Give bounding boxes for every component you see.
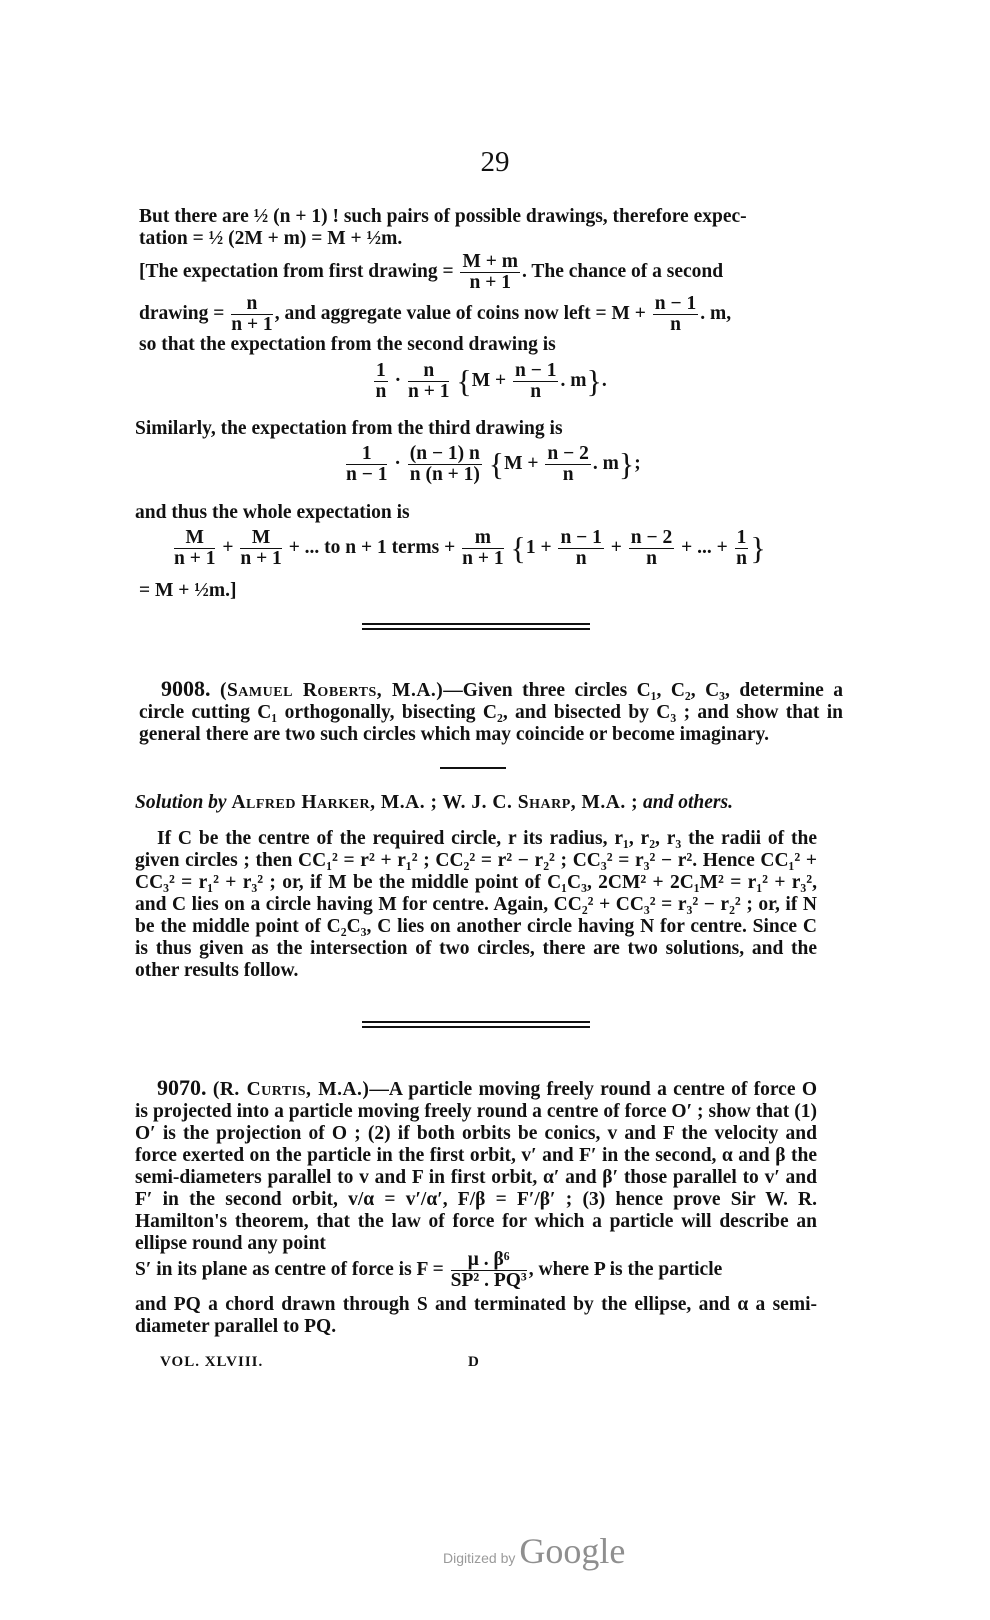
text-fragment: , where P is the particle	[528, 1258, 723, 1280]
fraction-denominator: n + 1	[462, 548, 504, 569]
question-number: 9008.	[161, 676, 211, 701]
solution-label: Solution by	[135, 792, 227, 813]
text-fragment: , and aggregate value of coins now left = M +	[274, 302, 646, 324]
left-brace: {	[456, 363, 472, 399]
fraction	[451, 1250, 527, 1291]
solution-authors: Alfred Harker, M.A. ; W. J. C. Sharp, M.A. ;	[231, 792, 639, 813]
watermark-brand: Google	[519, 1531, 626, 1571]
fraction-numerator: n	[231, 294, 272, 315]
fraction	[735, 528, 749, 569]
fraction-denominator: n	[530, 381, 542, 402]
bracket-open: [	[139, 260, 146, 282]
text-fragment: The expectation from first drawing =	[145, 260, 454, 282]
text-fragment: . m,	[700, 302, 732, 324]
fraction	[545, 444, 590, 485]
section-divider	[362, 1026, 590, 1028]
fraction-numerator: M + m	[462, 251, 518, 272]
left-brace: {	[510, 530, 526, 566]
fraction-denominator: n + 1	[240, 548, 282, 569]
fraction-denominator: n	[375, 381, 387, 402]
equation-second-drawing	[372, 361, 607, 402]
fraction-numerator: n − 2	[630, 527, 673, 548]
fraction-denominator: n + 1	[231, 314, 273, 335]
text-fragment: .	[601, 369, 607, 391]
short-divider	[440, 767, 506, 769]
text-fragment: . m	[592, 452, 619, 474]
plus-operator: +	[222, 536, 234, 558]
text-fragment: M +	[504, 452, 539, 474]
text-line: But there are ½ (n + 1) ! such pairs of possible drawings, therefore expec-	[139, 206, 747, 227]
fraction	[240, 528, 281, 569]
plus-operator: +	[610, 536, 622, 558]
fraction-denominator: n + 1	[469, 272, 511, 293]
text-fragment: . The chance of a second	[521, 260, 724, 282]
question-9070	[135, 1077, 817, 1255]
fraction-denominator: n − 1	[346, 464, 388, 485]
force-law-line	[135, 1250, 722, 1291]
fraction-numerator: 1	[346, 444, 387, 465]
fraction-numerator: m	[462, 528, 503, 549]
text-fragment: drawing =	[139, 302, 225, 324]
fraction-numerator: (n − 1) n	[409, 443, 480, 464]
question-author: (Samuel Roberts, M.A.)	[219, 680, 444, 701]
fraction	[408, 444, 482, 485]
text-line: Similarly, the expectation from the third drawing is	[135, 418, 563, 439]
text-fragment: + ... to n + 1 terms +	[288, 536, 456, 558]
fraction-numerator: 1	[376, 360, 386, 381]
text-fragment: S′ in its plane as centre of force is F =	[135, 1258, 444, 1280]
fraction-denominator: n + 1	[174, 548, 216, 569]
volume-label: VOL. XLVIII.	[160, 1354, 264, 1370]
text-fragment: + ... +	[681, 536, 728, 558]
text-line: so that the expectation from the second drawing is	[139, 334, 556, 355]
fraction	[346, 444, 387, 485]
equation-whole-expectation	[172, 528, 766, 569]
fraction-denominator: n (n + 1)	[409, 464, 480, 485]
fraction-numerator: n	[408, 361, 449, 382]
text-fragment: ;	[634, 452, 641, 474]
fraction-numerator: n − 1	[515, 360, 557, 381]
first-drawing-line	[139, 252, 723, 293]
question-author: (R. Curtis, M.A.)	[212, 1079, 370, 1100]
question-text: —Given three circles C₁, C₂, C₃, determine a circle cutting C₁ orthogonally, bisecting C₂, and bisected by C₃ ; and show that in general there are two such circles which may coincide or become imaginary.	[139, 680, 844, 745]
text-fragment: 1 +	[525, 536, 552, 558]
fraction-numerator: M	[240, 528, 281, 549]
page-number: 29	[480, 146, 510, 178]
left-brace: {	[488, 446, 505, 482]
fraction-denominator: SP² . PQ³	[450, 1270, 527, 1291]
right-brace: }	[750, 530, 766, 566]
watermark-small: Digitized by	[443, 1550, 516, 1566]
signature-mark: D	[468, 1354, 480, 1370]
section-divider	[362, 1021, 590, 1023]
fraction-numerator: 1	[736, 527, 747, 548]
fraction	[374, 361, 388, 402]
fraction	[174, 528, 215, 569]
fraction	[513, 361, 558, 402]
fraction	[408, 361, 449, 402]
fraction-numerator: n − 2	[547, 443, 589, 464]
solution-others: and others.	[643, 792, 733, 813]
solution-text: If C be the centre of the required circle, r its radius, r₁, r₂, r₃ the radii of the given circles ; then CC₁² = r² + r₁² ; CC₂² = r² − r₂² ; CC₃² = r₃² − r². Hence CC₁² + CC₃² = r₁² + r₃² ; or, if M be the middle point of C₁C₃, 2CM² + 2C₁M² = r₁² + r₃², and C lies on a circle having M for centre. Again, CC₂² + CC₃² = r₃² − r₂² ; or, if N be the middle point of C₂C₃, C lies on another circle having N for centre. Since C is thus given as the intersection of two circles, there are two solutions, and the other results follow.	[135, 828, 817, 981]
section-divider	[362, 623, 590, 625]
solution-attribution	[135, 792, 733, 814]
fraction-denominator: n + 1	[408, 381, 450, 402]
text-line: and thus the whole expectation is	[135, 502, 410, 523]
fraction-denominator: n	[670, 314, 681, 335]
fraction	[629, 528, 674, 569]
fraction-numerator: M	[174, 528, 215, 549]
question-text-continued: and PQ a chord drawn through S and terminated by the ellipse, and α a semi-diameter parallel to PQ.	[135, 1294, 817, 1337]
equation-third-drawing	[344, 444, 641, 485]
right-brace: }	[618, 446, 635, 482]
text-fragment: . m	[560, 369, 587, 391]
fraction-numerator: μ . β⁶	[451, 1250, 527, 1271]
second-drawing-line	[139, 294, 731, 335]
right-brace: }	[586, 363, 602, 399]
section-divider	[362, 628, 590, 630]
text-fragment: M +	[471, 369, 507, 391]
dot-operator: ·	[394, 369, 402, 391]
question-9008	[139, 678, 843, 746]
fraction-denominator: n	[562, 464, 574, 485]
text-line: tation = ½ (2M + m) = M + ½m.	[139, 228, 403, 249]
fraction	[558, 528, 603, 569]
fraction	[462, 528, 503, 569]
fraction-numerator: n − 1	[654, 293, 697, 314]
fraction-denominator: n	[646, 548, 657, 569]
digitized-watermark	[443, 1530, 625, 1572]
fraction	[653, 294, 698, 335]
question-number: 9070.	[157, 1075, 207, 1100]
fraction-denominator: n	[736, 548, 747, 569]
expectation-paragraph	[139, 206, 843, 250]
text-line: = M + ½m.]	[139, 580, 237, 601]
fraction	[460, 252, 520, 293]
fraction	[231, 294, 272, 335]
fraction-numerator: n − 1	[560, 527, 602, 548]
question-text: —A particle moving freely round a centre of force O is projected into a particle moving freely round a centre of force O′ ; show that (1) O′ is the projection of O ; (2) if both orbits be conics, v and F the velocity and force exerted on the particle in the first orbit, v′ and F′ in the second, α and β the semi-diameters parallel to v and F in first orbit, α′ and β′ those parallel to v′ and F′ in the second orbit, v/α = v′/α′, F/β = F′/β′ ; (3) hence prove Sir W. R. Hamilton's theorem, that the law of force for which a particle will describe an ellipse round any point	[135, 1079, 817, 1254]
dot-operator: ·	[394, 452, 401, 474]
fraction-denominator: n	[575, 548, 587, 569]
